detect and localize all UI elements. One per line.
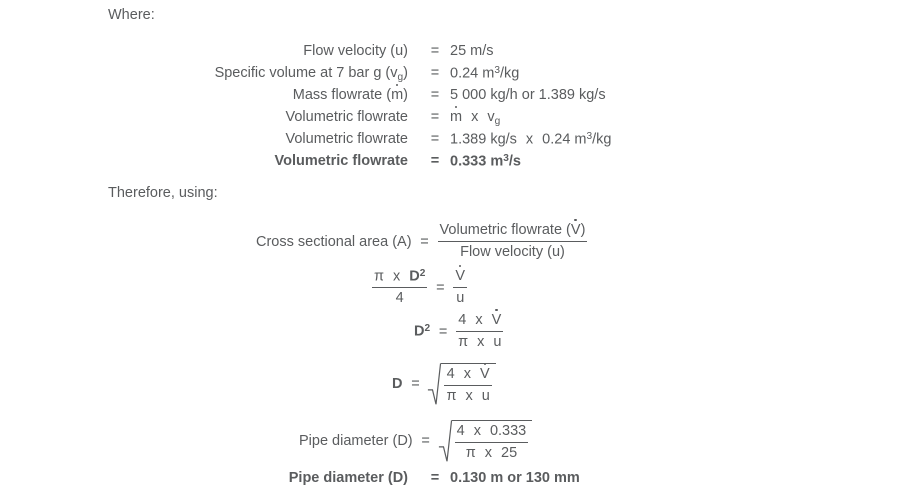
multiply-operator: x bbox=[473, 423, 481, 439]
coefficient-four: 4 bbox=[458, 312, 467, 328]
equals-sign: = bbox=[430, 470, 440, 486]
therefore-heading: Therefore, using: bbox=[108, 185, 218, 201]
v-dot-symbol: V bbox=[479, 366, 490, 382]
equation-cross-sectional-area bbox=[256, 222, 587, 261]
given-label-volumetric-result: Volumetric flowrate bbox=[274, 153, 408, 169]
equals-sign: = bbox=[430, 43, 440, 59]
equation-d-squared-isolated bbox=[414, 312, 503, 351]
fraction-volumetric-over-velocity bbox=[438, 222, 588, 261]
fraction-bar bbox=[372, 287, 427, 288]
specific-volume-value-suffix: /kg bbox=[592, 131, 612, 148]
given-label-volumetric-substituted: Volumetric flowrate bbox=[285, 131, 408, 147]
where-heading: Where: bbox=[108, 7, 155, 23]
radical-sign-glyph bbox=[439, 420, 452, 462]
cross-sectional-area-label: Cross sectional area (A) bbox=[256, 233, 412, 250]
mass-flowrate-value: 1.389 kg/s bbox=[450, 131, 517, 148]
specific-volume-value-prefix: 0.24 m bbox=[450, 65, 495, 82]
specific-volume-value-suffix: /kg bbox=[499, 65, 520, 82]
fraction-numerator bbox=[453, 268, 467, 285]
numerator-prefix: Volumetric flowrate ( bbox=[439, 222, 571, 238]
cubic-exponent: 3 bbox=[586, 131, 593, 142]
v-dot-symbol: V bbox=[491, 312, 502, 328]
equals-sign: = bbox=[438, 323, 448, 340]
square-exponent: 2 bbox=[424, 323, 431, 335]
equals-sign: = bbox=[430, 109, 440, 125]
specific-volume-subscript: g bbox=[494, 115, 501, 127]
fraction-bar bbox=[438, 241, 588, 242]
volumetric-result-prefix: 0.333 m bbox=[450, 153, 504, 170]
multiply-operator: x bbox=[465, 388, 473, 405]
pi-symbol: π bbox=[446, 388, 457, 405]
volumetric-flowrate-value: 0.333 bbox=[489, 423, 527, 439]
diameter-label: D bbox=[392, 376, 403, 393]
fraction-denominator: u bbox=[456, 290, 465, 307]
multiply-operator: x bbox=[471, 109, 479, 125]
equals-sign: = bbox=[411, 376, 420, 393]
given-value-volumetric-result bbox=[450, 154, 521, 169]
v-dot-symbol: V bbox=[570, 222, 581, 238]
given-label-specific-volume bbox=[215, 66, 408, 83]
fraction-bar bbox=[453, 287, 467, 288]
specific-volume-variable: v bbox=[487, 109, 495, 125]
pipe-diameter-result-value: 0.130 m or 130 mm bbox=[450, 470, 580, 486]
multiply-operator: x bbox=[525, 131, 534, 148]
specific-volume-label-suffix: ) bbox=[403, 65, 408, 81]
velocity-variable: u bbox=[481, 388, 490, 405]
cubic-exponent: 3 bbox=[503, 153, 509, 164]
diameter-variable: D bbox=[414, 323, 425, 340]
multiply-operator: x bbox=[393, 268, 401, 285]
fraction-numerator bbox=[438, 222, 588, 239]
specific-volume-label-prefix: Specific volume at 7 bar g (v bbox=[214, 65, 398, 81]
equation-pi-d-squared bbox=[372, 268, 467, 307]
velocity-variable: u bbox=[493, 334, 502, 351]
multiply-operator: x bbox=[477, 334, 485, 351]
coefficient-four: 4 bbox=[456, 423, 465, 439]
flow-velocity-value: 25 bbox=[501, 445, 518, 462]
equation-pipe-diameter-substituted bbox=[299, 420, 532, 462]
coefficient-four: 4 bbox=[446, 366, 455, 382]
volumetric-result-suffix: /s bbox=[508, 153, 521, 170]
fraction-bar bbox=[455, 442, 529, 443]
square-exponent: 2 bbox=[419, 268, 426, 279]
radicand bbox=[452, 420, 533, 462]
pi-symbol: π bbox=[374, 268, 385, 285]
fraction-denominator bbox=[456, 334, 503, 351]
m-dot-symbol: m bbox=[391, 87, 404, 103]
fraction-numerator bbox=[455, 423, 529, 440]
pipe-diameter-label: Pipe diameter (D) bbox=[299, 433, 413, 450]
numerator-suffix: ) bbox=[580, 222, 586, 238]
given-value-volumetric-formula bbox=[450, 110, 500, 127]
fraction-four-vdot-over-pi-u bbox=[456, 312, 503, 351]
fraction-denominator: 4 bbox=[395, 290, 404, 307]
fraction-four-times-value-over-pi-times-value bbox=[455, 423, 529, 462]
fraction-denominator bbox=[464, 445, 519, 462]
mass-flowrate-label-suffix: ) bbox=[403, 87, 408, 103]
given-value-mass-flowrate: 5 000 kg/h or 1.389 kg/s bbox=[450, 87, 606, 103]
multiply-operator: x bbox=[484, 445, 492, 462]
diameter-variable: D bbox=[409, 268, 420, 285]
fraction-denominator bbox=[444, 388, 491, 405]
multiply-operator: x bbox=[475, 312, 483, 328]
given-label-flow-velocity: Flow velocity (u) bbox=[303, 43, 408, 59]
pipe-diameter-result-label: Pipe diameter (D) bbox=[288, 470, 408, 486]
fraction-vdot-over-u bbox=[453, 268, 467, 307]
radicand bbox=[441, 363, 495, 405]
equals-sign: = bbox=[436, 279, 445, 296]
fraction-denominator: Flow velocity (u) bbox=[460, 244, 565, 261]
fraction-four-vdot-over-pi-u bbox=[444, 366, 491, 405]
given-label-volumetric-formula: Volumetric flowrate bbox=[285, 109, 408, 125]
fraction-numerator bbox=[456, 312, 503, 329]
equals-sign: = bbox=[430, 153, 440, 169]
square-root-radical bbox=[439, 420, 533, 462]
equals-sign: = bbox=[430, 131, 440, 147]
equals-sign: = bbox=[421, 433, 430, 450]
equals-sign: = bbox=[430, 87, 440, 103]
fraction-pi-d-squared-over-four bbox=[372, 268, 427, 307]
pi-symbol: π bbox=[465, 445, 476, 462]
fraction-numerator bbox=[372, 268, 427, 285]
given-value-specific-volume bbox=[450, 66, 519, 81]
equation-d-square-root bbox=[392, 363, 496, 405]
given-label-mass-flowrate bbox=[293, 88, 408, 103]
fraction-numerator bbox=[445, 366, 492, 383]
fraction-bar bbox=[444, 385, 491, 386]
given-value-flow-velocity: 25 m/s bbox=[450, 43, 494, 59]
radical-sign-glyph bbox=[428, 363, 441, 405]
fraction-bar bbox=[456, 331, 503, 332]
m-dot-symbol: m bbox=[450, 109, 463, 125]
cubic-exponent: 3 bbox=[494, 65, 500, 76]
square-root-radical bbox=[428, 363, 495, 405]
equals-sign: = bbox=[420, 233, 429, 250]
given-value-volumetric-substituted bbox=[450, 132, 612, 147]
mass-flowrate-label-prefix: Mass flowrate ( bbox=[292, 87, 392, 103]
specific-volume-subscript: g bbox=[397, 71, 404, 83]
equals-sign: = bbox=[430, 65, 440, 81]
specific-volume-value-prefix: 0.24 m bbox=[542, 131, 587, 148]
multiply-operator: x bbox=[463, 366, 471, 382]
v-dot-symbol: V bbox=[455, 268, 466, 285]
d-squared-label bbox=[414, 323, 430, 339]
pi-symbol: π bbox=[458, 334, 469, 351]
